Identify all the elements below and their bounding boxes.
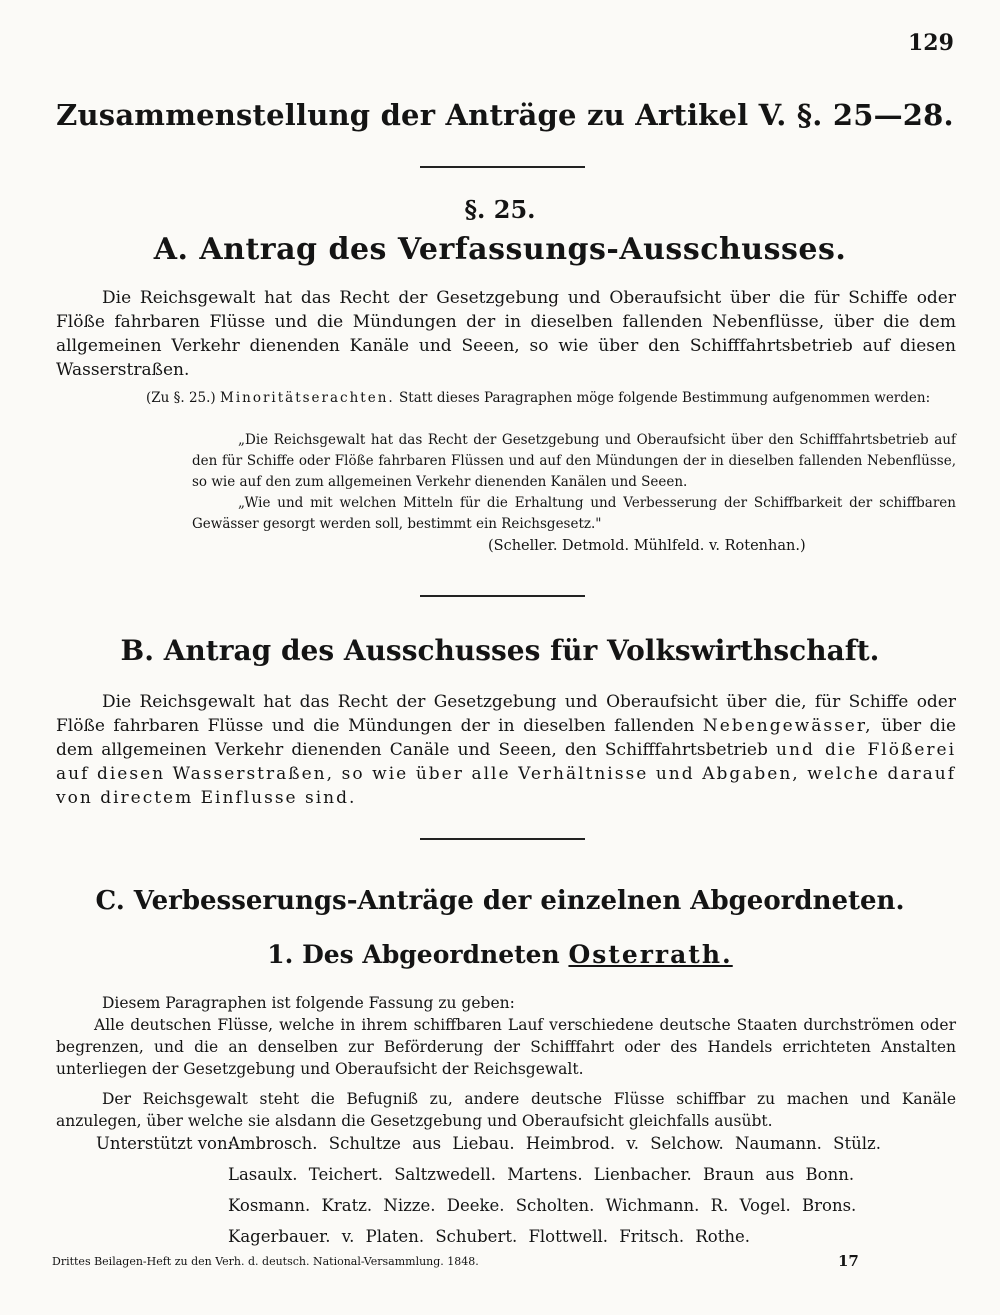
minority-ref: (Zu §. 25.) [146, 390, 216, 406]
subheading-name: Osterrath. [568, 940, 733, 969]
section-divider-2 [420, 838, 585, 840]
section-divider-1 [420, 595, 585, 597]
supported-label: Unterstützt von: [96, 1134, 234, 1153]
minority-quote-1: „Die Reichsgewalt hat das Recht der Gesetzgebung und Oberaufsicht über den Schifffahrtsbetrieb auf den für Schiffe oder Flöße fahrbaren Flüssen und auf den Mündungen der in dieselben fallenden Nebenflüsse, so wie auf den zum allgemeinen Verkehr dienenden Kanälen und Seeen. [192, 432, 956, 490]
supporters-row [96, 1128, 966, 1159]
section-b-text-2: über die dem allgemeinen Verkehr dienenden Canäle und Seeen, den Schifffahrtsbetrieb [56, 716, 957, 760]
minority-block [146, 388, 956, 409]
section-a-heading: A. Antrag des Verfassungs-Ausschusses. [153, 232, 847, 267]
section-c-intro: Diesem Paragraphen ist folgende Fassung zu geben: [102, 994, 515, 1012]
document-title: Zusammenstellung der Anträge zu Artikel V. §. 25—28. [56, 98, 954, 132]
supporters-row [96, 1221, 966, 1252]
section-b-text-1: Die Reichsgewalt hat das Recht der Gesetzgebung und Oberaufsicht über die, für Schiffe oder Flöße fahrbaren Flüsse und die Mündungen der in dieselben fallenden [56, 692, 956, 736]
paragraph-heading: §. 25. [464, 195, 536, 224]
page-number: 129 [908, 30, 954, 56]
minority-label: Minoritätserachten. [220, 390, 395, 406]
minority-quote-2: „Wie und mit welchen Mitteln für die Erhaltung und Verbesserung der Schiffbarkeit der schiffbaren Gewässer gesorgt werden soll, bestimmt ein Reichsgesetz." [192, 495, 956, 532]
minority-intro: Statt dieses Paragraphen möge folgende Bestimmung aufgenommen werden: [399, 390, 931, 406]
section-c-heading: C. Verbesserungs-Anträge der einzelnen Abgeordneten. [95, 886, 905, 916]
supporters-names: Kagerbauer. v. Platen. Schubert. Flottwell. Fritsch. Rothe. [228, 1227, 750, 1246]
section-b-body [56, 690, 956, 810]
supporters-names: Ambrosch. Schultze aus Liebau. Heimbrod. v. Selchow. Naumann. Stülz. [228, 1134, 881, 1153]
section-c-subheading [0, 940, 1000, 969]
minority-quotes [192, 430, 956, 535]
supporters-row [96, 1159, 966, 1190]
section-c-text-2: Der Reichsgewalt steht die Befugniß zu, andere deutsche Flüsse schiffbar zu machen und Kanäle anzulegen, über welche sie alsdann die Gesetzgebung und Oberaufsicht gleichfalls ausübt. [56, 1090, 956, 1130]
section-c-body [56, 992, 956, 1132]
subheading-prefix: 1. Des Abgeordneten [267, 940, 560, 969]
section-a-text: Die Reichsgewalt hat das Recht der Gesetzgebung und Oberaufsicht über die für Schiffe oder Flöße fahrbaren Flüsse und die Mündungen der in dieselben fallenden Nebenflüsse, über die dem allgemeinen Verkehr dienenden Kanäle und Seeen, so wie über den Schifffahrtsbetrieb auf diesen Wasserstraßen. [56, 288, 956, 380]
minority-signers: (Scheller. Detmold. Mühlfeld. v. Rotenhan.) [488, 538, 806, 554]
supporters-names: Lasaulx. Teichert. Saltzwedell. Martens. Lienbacher. Braun aus Bonn. [228, 1165, 855, 1184]
section-c-text-1: Alle deutschen Flüsse, welche in ihrem schiffbaren Lauf verschiedene deutsche Staaten durchströmen oder begrenzen, und die an denselben zur Beförderung der Schifffahrt oder des Handels errichteten Anstalten unterliegen der Gesetzgebung und Oberaufsicht der Reichsgewalt. [56, 1016, 956, 1078]
section-b-heading: B. Antrag des Ausschusses für Volkswirthschaft. [120, 634, 880, 667]
footer-signature-number: 17 [838, 1252, 859, 1270]
section-b-spaced-1: Nebengewässer, [702, 716, 873, 736]
section-a-body [56, 286, 956, 382]
supporters-names: Kosmann. Kratz. Nizze. Deeke. Scholten. Wichmann. R. Vogel. Brons. [228, 1196, 857, 1215]
supporters-row [96, 1190, 966, 1221]
section-b-spaced-2: und die Flößerei auf diesen Wasserstraßen, so wie über alle Verhältnisse und Abgaben, welche darauf von directem Einflusse sind. [56, 740, 957, 808]
footer-source: Drittes Beilagen-Heft zu den Verh. d. deutsch. National-Versammlung. 1848. [52, 1255, 479, 1268]
supporters-block [96, 1128, 966, 1252]
title-divider [420, 166, 585, 168]
